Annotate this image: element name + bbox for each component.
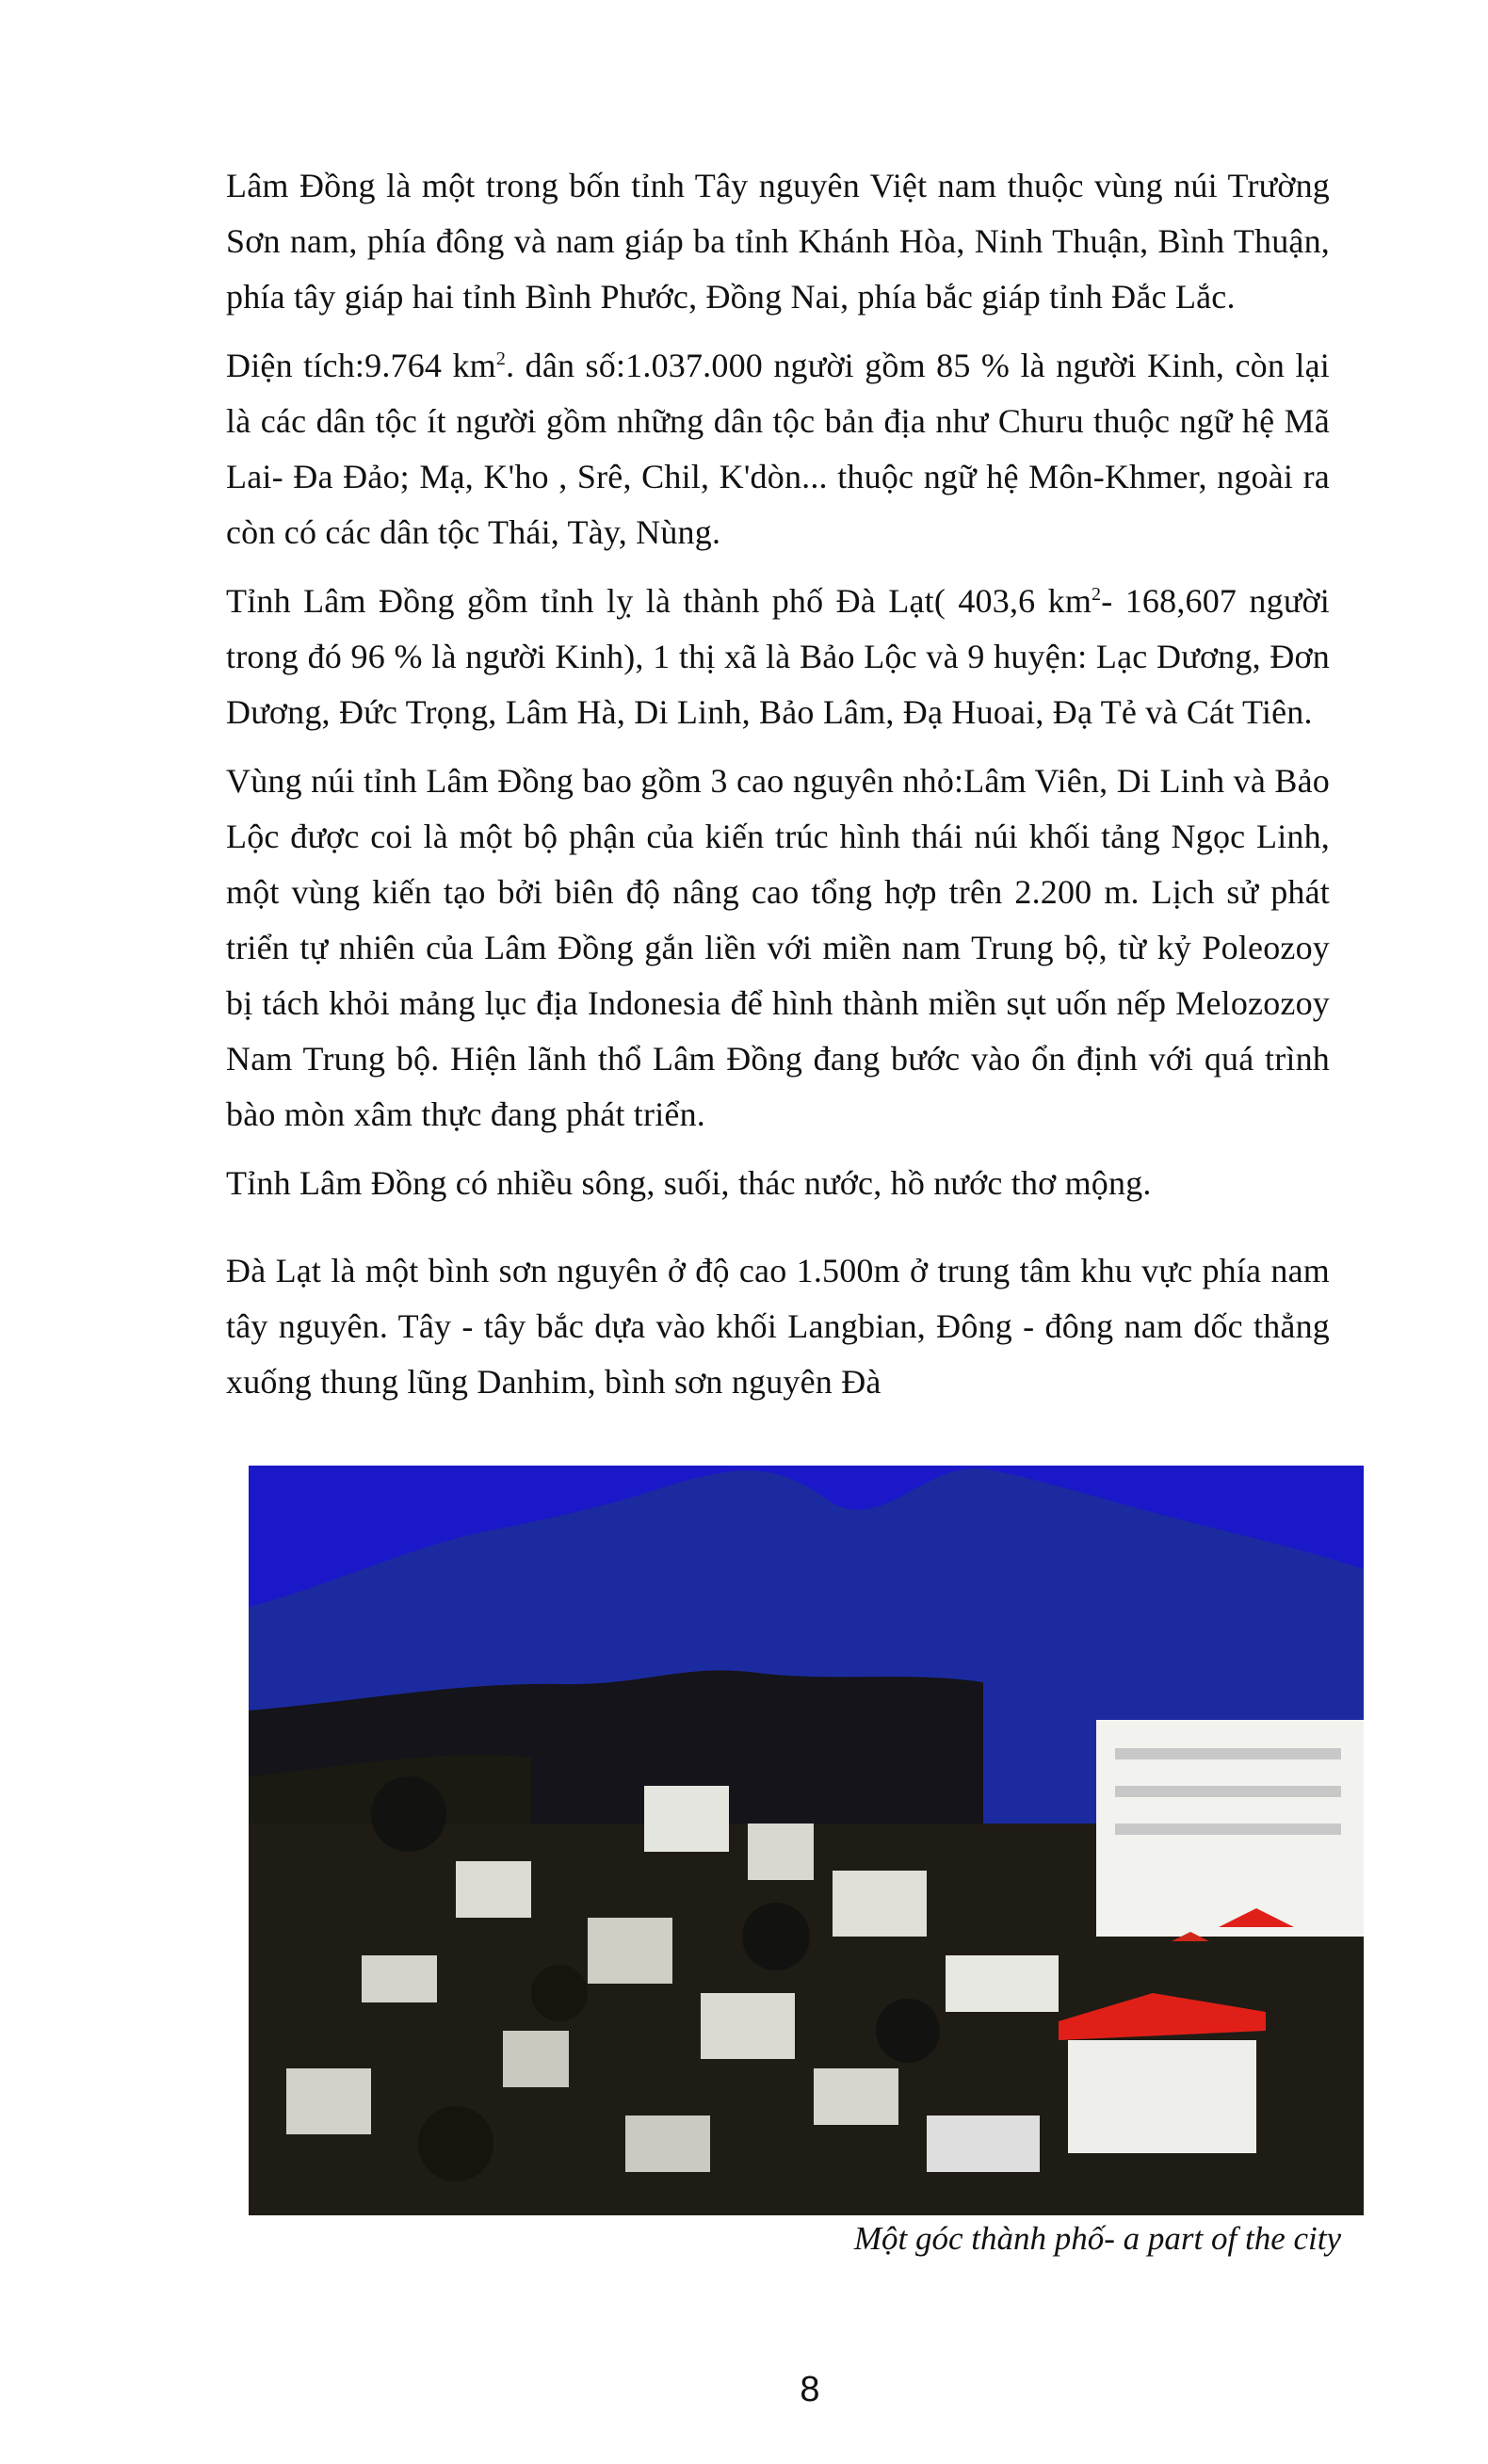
paragraph-5: Tỉnh Lâm Đồng có nhiều sông, suối, thác nước, hồ nước thơ mộng.: [226, 1164, 1152, 1202]
tree-3: [531, 1965, 588, 2021]
paragraph-4: Vùng núi tỉnh Lâm Đồng bao gồm 3 cao nguyên nhỏ:Lâm Viên, Di Linh và Bảo Lộc được coi là một bộ phận của kiến trúc hình thái núi khối tảng Ngọc Linh, một vùng kiến tạo bởi biên độ nâng cao tổng hợp trên 2.200 m. Lịch sử phát triển tự nhiên của Lâm Đồng gắn liền với miền nam Trung bộ, từ kỷ Poleozoy bị tách khỏi mảng lục địa Indonesia để hình thành miền sụt uốn nếp Melozozoy Nam Trung bộ. Hiện lãnh thổ Lâm Đồng đang bước vào ổn định với quá trình bào mòn xâm thực đang phát triển.: [226, 762, 1330, 1133]
tree-5: [418, 2106, 493, 2181]
house-white-11: [286, 2068, 371, 2134]
page-number: 8: [800, 2370, 820, 2409]
building-window-row-3: [1115, 1824, 1341, 1835]
house-white-13: [625, 2115, 710, 2172]
building-window-row-1: [1115, 1748, 1341, 1759]
paragraph-1: Lâm Đồng là một trong bốn tỉnh Tây nguyên Việt nam thuộc vùng núi Trường Sơn nam, phía đông và nam giáp ba tỉnh Khánh Hòa, Ninh Thuận, Bình Thuận, phía tây giáp hai tỉnh Bình Phước, Đồng Nai, phía bắc giáp tỉnh Đắc Lắc.: [226, 167, 1330, 316]
paragraph-3-part-1: Tỉnh Lâm Đồng gồm tỉnh lỵ là thành phố Đà Lạt( 403,6 km: [226, 582, 1092, 620]
house-white-12: [927, 2115, 1040, 2172]
paragraph-6: Đà Lạt là một bình sơn nguyên ở độ cao 1.500m ở trung tâm khu vực phía nam tây nguyên. Tây - tây bắc dựa vào khối Langbian, Đông - đông nam dốc thẳng xuống thung lũng Danhim, bình sơn nguyên Đà: [226, 1252, 1330, 1401]
house-white-6: [946, 1955, 1059, 2012]
house-under-red-roof: [1068, 2040, 1256, 2153]
superscript-2: 2: [495, 349, 507, 369]
paragraph-3-part-2: - 168,607 người trong đó 96 % là người Kinh), 1 thị xã là Bảo Lộc và 9 huyện: Lạc Dương, Đơn Dương, Đức Trọng, Lâm Hà, Di Linh, Bảo Lâm, Đạ Huoai, Đạ Tẻ và Cát Tiên.: [226, 582, 1330, 731]
paragraph-3: [226, 574, 1330, 740]
tree-4: [876, 1999, 940, 2063]
paragraph-2: [226, 338, 1330, 560]
tree-2: [742, 1903, 810, 1970]
city-photo: [249, 1466, 1364, 2215]
tree-1: [371, 1776, 446, 1852]
house-white-9: [503, 2031, 569, 2087]
superscript-2b: 2: [1092, 584, 1102, 605]
paragraph-2-part-1: Diện tích:9.764 km: [226, 347, 496, 384]
photo-caption: Một góc thành phố- a part of the city: [853, 2220, 1341, 2257]
house-white-5: [588, 1918, 672, 1984]
building-window-row-2: [1115, 1786, 1341, 1797]
house-white-4: [833, 1871, 927, 1937]
house-white-7: [362, 1955, 437, 2002]
house-white-1: [644, 1786, 729, 1852]
body-text: [226, 158, 1330, 1423]
paragraph-2-part-2: . dân số:1.037.000 người gồm 85 % là người Kinh, còn lại là các dân tộc ít người gồm những dân tộc bản địa như Churu thuộc ngữ hệ Mã Lai- Đa Đảo; Mạ, K'ho , Srê, Chil, K'dòn... thuộc ngữ hệ Môn-Khmer, ngoài ra còn có các dân tộc Thái, Tày, Nùng.: [226, 347, 1330, 551]
house-white-2: [748, 1824, 814, 1880]
city-photo-illustration: [249, 1466, 1364, 2215]
house-white-3: [456, 1861, 531, 1918]
house-white-8: [701, 1993, 795, 2059]
house-white-10: [814, 2068, 898, 2125]
